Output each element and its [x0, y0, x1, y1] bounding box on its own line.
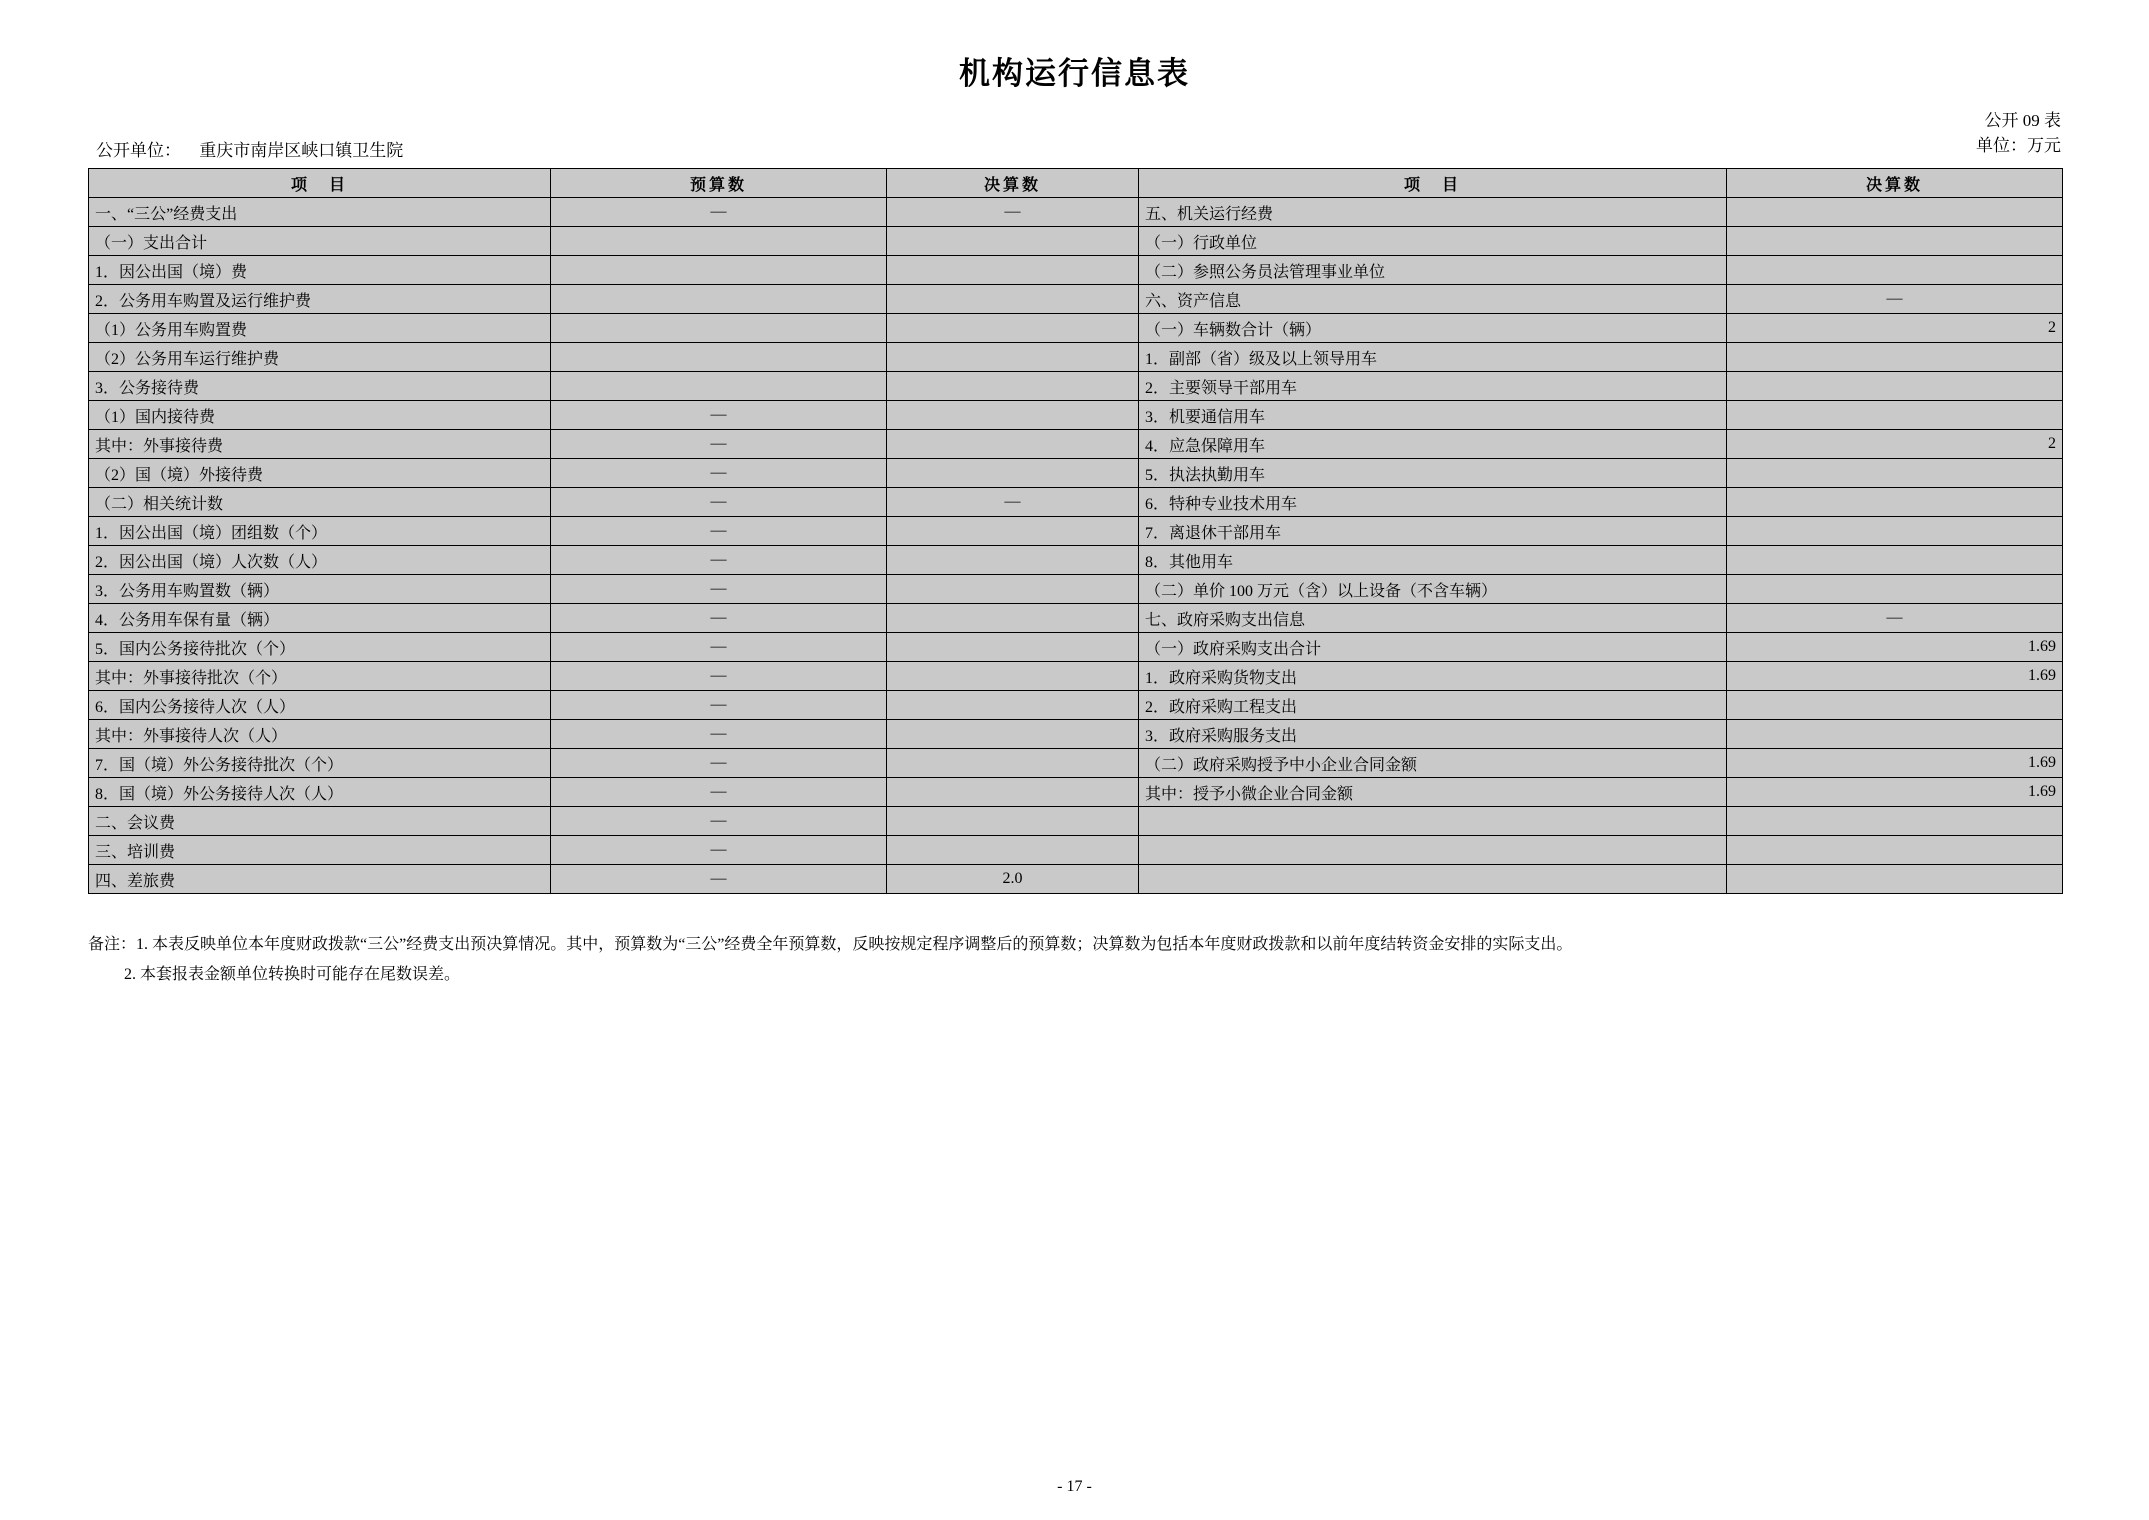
right-item-label: 6．特种专业技术用车 — [1139, 488, 1727, 517]
left-item-label: （1）国内接待费 — [89, 401, 551, 430]
left-item-label: 5．国内公务接待批次（个） — [89, 633, 551, 662]
left-budget-value: — — [551, 662, 887, 691]
publisher-line — [96, 136, 403, 161]
right-final-value — [1727, 401, 2063, 430]
right-item-label: 其中：授予小微企业合同金额 — [1139, 778, 1727, 807]
table-row — [89, 343, 2063, 372]
table-row — [89, 459, 2063, 488]
table-row — [89, 749, 2063, 778]
right-item-label: （二）政府采购授予中小企业合同金额 — [1139, 749, 1727, 778]
left-budget-value: — — [551, 546, 887, 575]
left-budget-value: — — [551, 865, 887, 894]
left-item-label: 2．因公出国（境）人次数（人） — [89, 546, 551, 575]
left-item-label: （1）公务用车购置费 — [89, 314, 551, 343]
right-final-value — [1727, 720, 2063, 749]
right-item-label: （二）单价 100 万元（含）以上设备（不含车辆） — [1139, 575, 1727, 604]
left-final-value — [887, 227, 1139, 256]
right-item-label: 1．政府采购货物支出 — [1139, 662, 1727, 691]
left-budget-value: — — [551, 517, 887, 546]
left-budget-value: — — [551, 604, 887, 633]
table-row — [89, 836, 2063, 865]
table-row — [89, 314, 2063, 343]
left-item-label: 3．公务接待费 — [89, 372, 551, 401]
right-final-value — [1727, 865, 2063, 894]
amount-unit-note: 单位：万元 — [1976, 136, 2061, 155]
left-budget-value — [551, 285, 887, 314]
left-item-label: 二、会议费 — [89, 807, 551, 836]
table-row — [89, 720, 2063, 749]
right-final-value: 2 — [1727, 430, 2063, 459]
right-item-label: 2．主要领导干部用车 — [1139, 372, 1727, 401]
page-title: 机构运行信息表 — [959, 56, 1190, 91]
left-item-label: 一、“三公”经费支出 — [89, 198, 551, 227]
left-budget-value: — — [551, 198, 887, 227]
table-row — [89, 488, 2063, 517]
left-item-label: 其中：外事接待批次（个） — [89, 662, 551, 691]
table-row — [89, 517, 2063, 546]
right-final-value — [1727, 227, 2063, 256]
header-right-final: 决算数 — [1727, 169, 2063, 198]
left-final-value: 2.0 — [887, 865, 1139, 894]
right-item-label: 5．执法执勤用车 — [1139, 459, 1727, 488]
right-final-value — [1727, 517, 2063, 546]
table-body — [89, 198, 2063, 894]
right-item-label: 1．副部（省）级及以上领导用车 — [1139, 343, 1727, 372]
right-item-label: 4．应急保障用车 — [1139, 430, 1727, 459]
left-final-value: — — [887, 198, 1139, 227]
left-item-label: 8．国（境）外公务接待人次（人） — [89, 778, 551, 807]
right-item-label: （一）行政单位 — [1139, 227, 1727, 256]
left-budget-value: — — [551, 430, 887, 459]
right-item-label: 七、政府采购支出信息 — [1139, 604, 1727, 633]
left-final-value — [887, 285, 1139, 314]
table-row — [89, 778, 2063, 807]
left-budget-value — [551, 372, 887, 401]
right-item-label: 2．政府采购工程支出 — [1139, 691, 1727, 720]
right-final-value: — — [1727, 285, 2063, 314]
left-final-value — [887, 517, 1139, 546]
operation-info-table — [88, 168, 2063, 894]
left-budget-value — [551, 343, 887, 372]
publisher-label: 公开单位： — [96, 141, 181, 160]
left-budget-value — [551, 314, 887, 343]
left-item-label: （2）公务用车运行维护费 — [89, 343, 551, 372]
right-final-value — [1727, 546, 2063, 575]
right-item-label — [1139, 836, 1727, 865]
left-budget-value: — — [551, 633, 887, 662]
left-item-label: 2．公务用车购置及运行维护费 — [89, 285, 551, 314]
table-row — [89, 546, 2063, 575]
table-row — [89, 575, 2063, 604]
right-final-value: 1.69 — [1727, 662, 2063, 691]
left-item-label: 3．公务用车购置数（辆） — [89, 575, 551, 604]
left-item-label: 6．国内公务接待人次（人） — [89, 691, 551, 720]
left-final-value — [887, 575, 1139, 604]
header-left-final: 决算数 — [887, 169, 1139, 198]
left-budget-value: — — [551, 778, 887, 807]
left-budget-value — [551, 227, 887, 256]
left-budget-value: — — [551, 836, 887, 865]
right-final-value: — — [1727, 604, 2063, 633]
right-final-value: 2 — [1727, 314, 2063, 343]
table-row — [89, 401, 2063, 430]
left-budget-value: — — [551, 459, 887, 488]
right-final-value — [1727, 256, 2063, 285]
left-item-label: 其中：外事接待人次（人） — [89, 720, 551, 749]
right-final-value: 1.69 — [1727, 778, 2063, 807]
left-final-value — [887, 778, 1139, 807]
right-final-value: 1.69 — [1727, 749, 2063, 778]
table-row — [89, 604, 2063, 633]
right-item-label: 六、资产信息 — [1139, 285, 1727, 314]
table-row — [89, 256, 2063, 285]
left-budget-value: — — [551, 488, 887, 517]
table-row — [89, 691, 2063, 720]
right-item-label: （一）车辆数合计（辆） — [1139, 314, 1727, 343]
left-final-value — [887, 343, 1139, 372]
right-final-value — [1727, 575, 2063, 604]
table-row — [89, 807, 2063, 836]
right-final-value — [1727, 198, 2063, 227]
header-left-budget: 预算数 — [551, 169, 887, 198]
right-item-label: 8．其他用车 — [1139, 546, 1727, 575]
right-final-value — [1727, 807, 2063, 836]
table-header-row — [89, 169, 2063, 198]
left-final-value — [887, 836, 1139, 865]
right-final-value — [1727, 836, 2063, 865]
right-final-value — [1727, 488, 2063, 517]
table-row — [89, 198, 2063, 227]
left-item-label: 1．因公出国（境）费 — [89, 256, 551, 285]
table-notes — [88, 930, 2078, 990]
left-final-value — [887, 807, 1139, 836]
right-final-value — [1727, 343, 2063, 372]
left-budget-value: — — [551, 691, 887, 720]
form-code: 公开 09 表 — [1984, 111, 2061, 130]
right-item-label: 3．政府采购服务支出 — [1139, 720, 1727, 749]
left-item-label: 7．国（境）外公务接待批次（个） — [89, 749, 551, 778]
right-final-value — [1727, 372, 2063, 401]
left-item-label: （二）相关统计数 — [89, 488, 551, 517]
right-final-value — [1727, 459, 2063, 488]
table-row — [89, 633, 2063, 662]
left-item-label: 三、培训费 — [89, 836, 551, 865]
left-final-value — [887, 430, 1139, 459]
right-item-label: 五、机关运行经费 — [1139, 198, 1727, 227]
left-final-value — [887, 720, 1139, 749]
table-row — [89, 227, 2063, 256]
left-budget-value: — — [551, 720, 887, 749]
left-budget-value: — — [551, 401, 887, 430]
note-line-2: 2. 本套报表金额单位转换时可能存在尾数误差。 — [124, 966, 461, 983]
left-final-value — [887, 372, 1139, 401]
left-final-value — [887, 256, 1139, 285]
left-item-label: 四、差旅费 — [89, 865, 551, 894]
left-item-label: （2）国（境）外接待费 — [89, 459, 551, 488]
right-item-label — [1139, 865, 1727, 894]
table-row — [89, 285, 2063, 314]
left-item-label: 其中：外事接待费 — [89, 430, 551, 459]
right-final-value: 1.69 — [1727, 633, 2063, 662]
left-final-value — [887, 459, 1139, 488]
left-final-value — [887, 691, 1139, 720]
header-right-item: 项 目 — [1139, 169, 1727, 198]
publisher-name: 重庆市南岸区峡口镇卫生院 — [199, 141, 404, 160]
form-meta — [1976, 108, 2061, 158]
left-budget-value: — — [551, 807, 887, 836]
left-final-value: — — [887, 488, 1139, 517]
note-line-1: 备注：1. 本表反映单位本年度财政拨款“三公”经费支出预决算情况。其中，预算数为“三公”经费全年预算数，反映按规定程序调整后的预算数；决算数为包括本年度财政拨款和以前年度结转资金安排的实际支出。 — [88, 936, 1573, 953]
left-final-value — [887, 604, 1139, 633]
right-item-label — [1139, 807, 1727, 836]
left-budget-value: — — [551, 749, 887, 778]
left-final-value — [887, 314, 1139, 343]
left-item-label: （一）支出合计 — [89, 227, 551, 256]
right-final-value — [1727, 691, 2063, 720]
left-final-value — [887, 546, 1139, 575]
left-item-label: 1．因公出国（境）团组数（个） — [89, 517, 551, 546]
left-budget-value: — — [551, 575, 887, 604]
left-item-label: 4．公务用车保有量（辆） — [89, 604, 551, 633]
page-number: - 17 - — [1057, 1478, 1092, 1495]
left-final-value — [887, 662, 1139, 691]
table-row — [89, 430, 2063, 459]
left-final-value — [887, 401, 1139, 430]
table-row — [89, 662, 2063, 691]
left-final-value — [887, 633, 1139, 662]
left-final-value — [887, 749, 1139, 778]
right-item-label: 7．离退休干部用车 — [1139, 517, 1727, 546]
header-left-item: 项 目 — [89, 169, 551, 198]
right-item-label: （二）参照公务员法管理事业单位 — [1139, 256, 1727, 285]
table-row — [89, 372, 2063, 401]
left-budget-value — [551, 256, 887, 285]
right-item-label: 3．机要通信用车 — [1139, 401, 1727, 430]
table-row — [89, 865, 2063, 894]
right-item-label: （一）政府采购支出合计 — [1139, 633, 1727, 662]
